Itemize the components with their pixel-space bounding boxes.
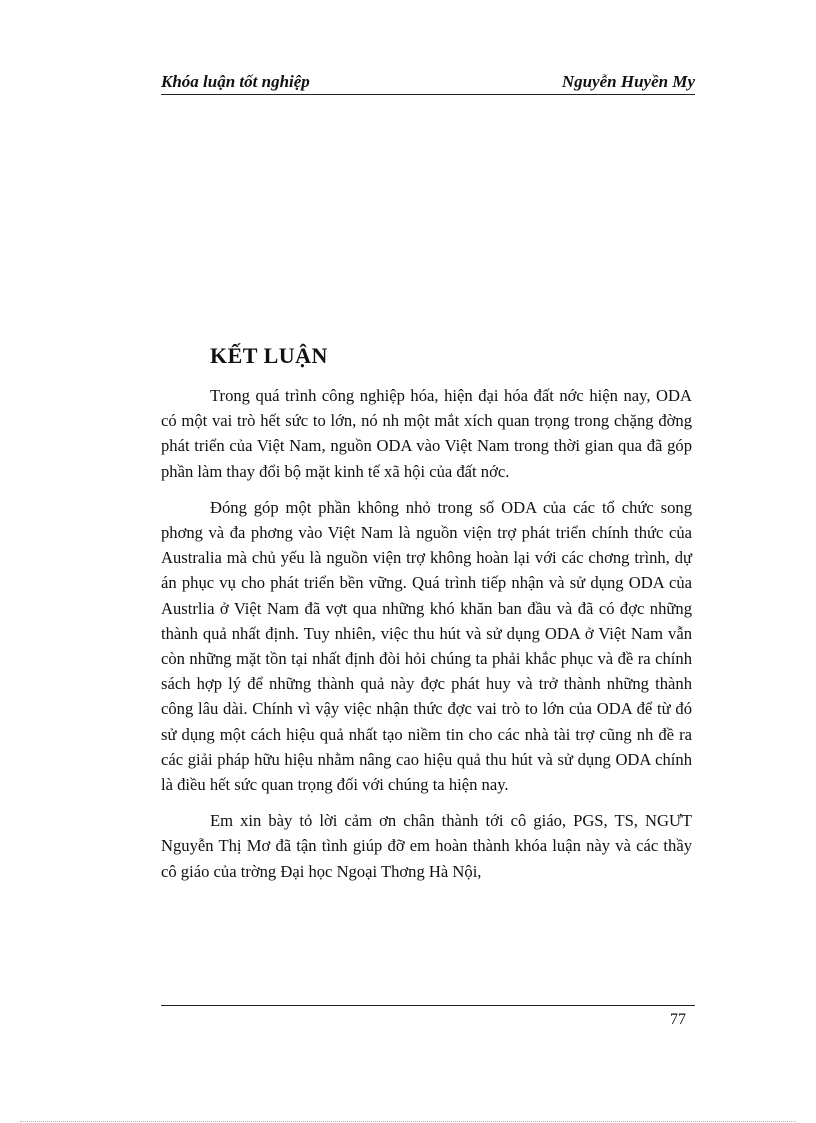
page-bottom-border bbox=[20, 1121, 796, 1122]
header-author-name: Nguyễn Huyền My bbox=[561, 72, 695, 91]
header-thesis-label: Khóa luận tốt nghiệp bbox=[161, 72, 310, 91]
paragraph: Em xin bày tỏ lời cảm ơn chân thành tới cô giáo, PGS, TS, NGƯT Nguyễn Thị Mơ đã tận tình giúp đỡ em hoàn thành khóa luận này và các thầy cô giáo của trờng Đại học Ngoại Thơng Hà Nội, bbox=[161, 811, 692, 881]
paragraph: Đóng góp một phần không nhỏ trong số ODA của các tổ chức song phơng và đa phơng vào Việt Nam là nguồn viện trợ phát triển chính thức của Australia mà chủ yếu là nguồn viện trợ không hoàn lại với các chơng trình, dự án phục vụ cho phát triển bền vững. Quá trình tiếp nhận và sử dụng ODA của Austrlia ở Việt Nam đã vợt qua những khó khăn ban đầu và đã có đợc những thành quả nhất định. Tuy nhiên, việc thu hút và sử dụng ODA ở Việt Nam vẫn còn những mặt tồn tại nhất định đòi hỏi chúng ta phải khắc phục và đề ra chính sách hợp lý để những thành quả này đợc phát huy và trở thành những thành công lâu dài. Chính vì vậy việc nhận thức đợc vai trò to lớn của ODA để từ đó sử dụng một cách hiệu quả nhất tạo niềm tin cho các nhà tài trợ cũng nh đề ra các giải pháp hữu hiệu nhằm nâng cao hiệu quả thu hút và sử dụng ODA chính là điều hết sức quan trọng đối với chúng ta hiện nay. bbox=[161, 497, 692, 795]
paragraph: Trong quá trình công nghiệp hóa, hiện đại hóa đất nớc hiện nay, ODA có một vai trò hết sức to lớn, nó nh một mắt xích quan trọng trong chặng đờng phát triển của Việt Nam, nguồn ODA vào Việt Nam trong thời gian qua đã góp phần làm thay đổi bộ mặt kinh tế xã hội của đất nớc. bbox=[161, 386, 692, 481]
footer-divider bbox=[161, 1005, 695, 1006]
body-text bbox=[161, 383, 692, 895]
section-heading: KẾT LUẬN bbox=[210, 343, 328, 368]
page-header bbox=[161, 70, 695, 95]
page-number: 77 bbox=[670, 1011, 686, 1028]
